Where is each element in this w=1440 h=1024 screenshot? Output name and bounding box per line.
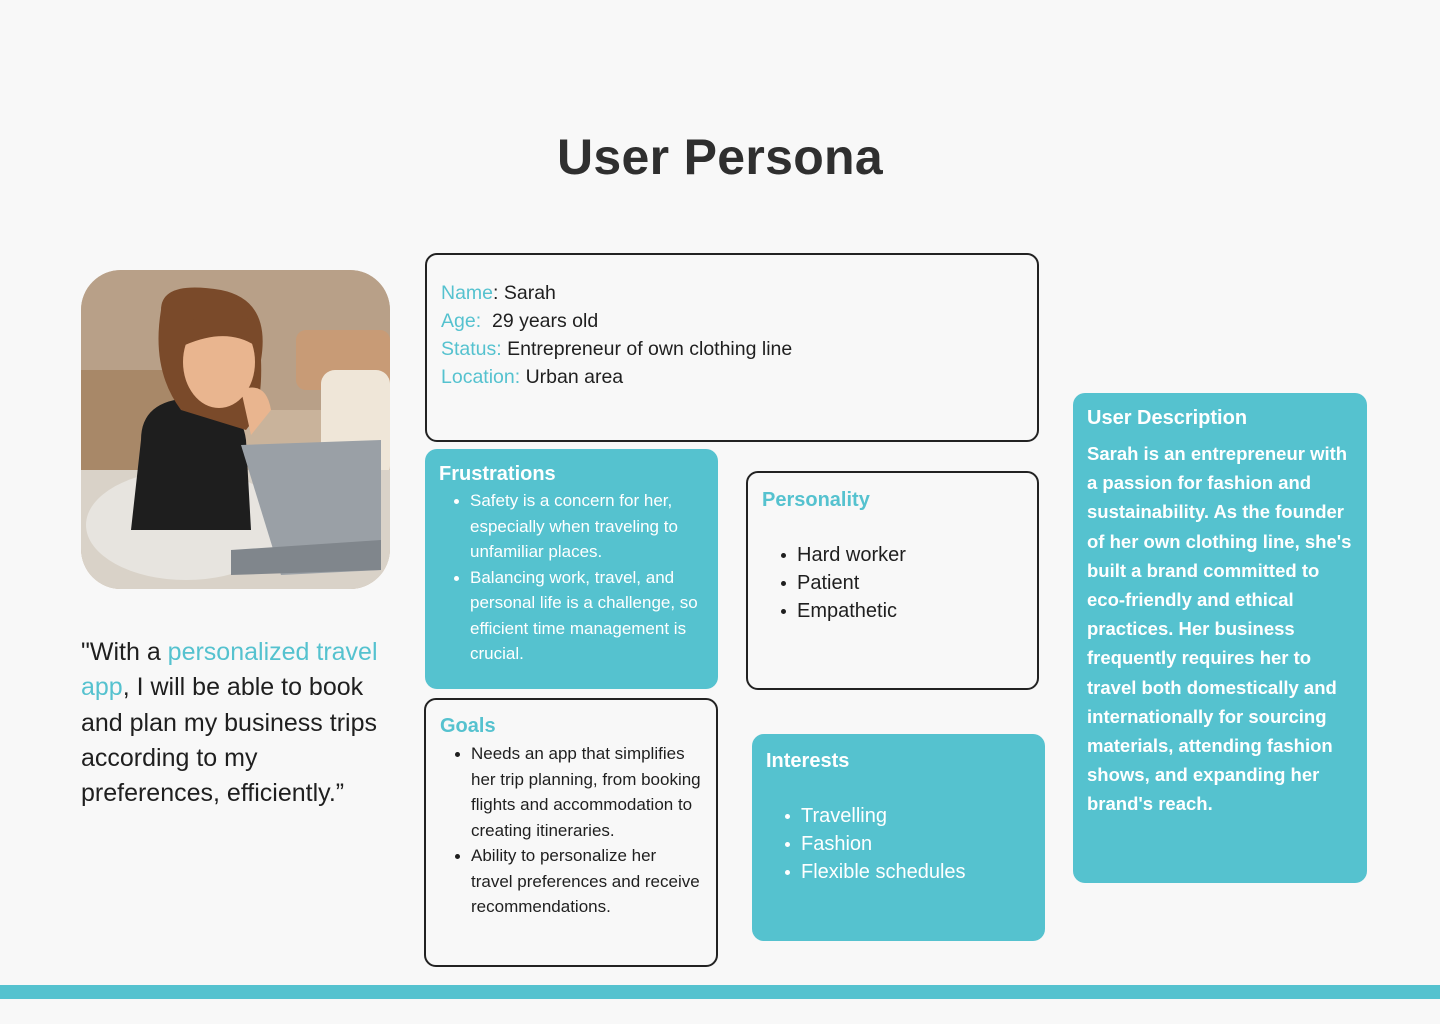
list-item: Empathetic [762,597,1023,625]
frustrations-card [425,449,718,689]
name-value: : Sarah [493,282,556,304]
goals-heading: Goals [440,715,496,737]
list-item: Travelling [766,802,1031,830]
frustrations-list [439,488,704,667]
interests-card [752,734,1045,941]
interests-list [766,802,1031,886]
list-item: Flexible schedules [766,858,1031,886]
goals-list [440,741,702,920]
list-item: Fashion [766,830,1031,858]
quote-prefix: "With a [81,638,168,666]
user-description-card [1073,393,1367,883]
list-item: Needs an app that simplifies her trip planning, from booking flights and accommodation to creating itineraries. [440,741,702,843]
quote-highlight: personalized travel app [81,638,378,702]
interests-heading: Interests [766,750,850,772]
persona-quote [81,635,391,811]
list-item: Ability to personalize her travel preferences and receive recommendations. [440,843,702,920]
list-item: Safety is a concern for her, especially when traveling to unfamiliar places. [439,488,704,565]
persona-photo-illustration [81,270,390,589]
list-item: Patient [762,569,1023,597]
personality-list [762,541,1023,625]
location-label: Location: [441,366,521,388]
status-value: Entrepreneur of own clothing line [507,338,793,360]
age-label: Age: [441,310,482,332]
list-item: Hard worker [762,541,1023,569]
quote-suffix: , I will be able to book and plan my business trips according to my preferences, efficiently.” [81,673,377,808]
description-text: Sarah is an entrepreneur with a passion for fashion and sustainability. As the founder of her own clothing line, she's built a brand committed to eco-friendly and ethical practices. Her business frequently requires her to travel both domestically and internationally for sourcing materials, attending fashion shows, and expanding her brand's reach. [1087,443,1352,815]
frustrations-heading: Frustrations [439,463,556,485]
bottom-accent-bar [0,985,1440,999]
info-card [425,253,1039,442]
personality-heading: Personality [762,489,870,511]
info-location [441,363,1023,391]
personality-card [746,471,1039,690]
goals-card [424,698,718,967]
info-status [441,335,1023,363]
age-value: 29 years old [491,310,599,332]
list-item: Balancing work, travel, and personal life is a challenge, so efficient time management is crucial. [439,565,704,667]
page-title: User Persona [557,129,883,185]
location-value: Urban area [525,366,624,388]
name-label: Name [441,282,494,304]
info-name [441,279,1023,307]
status-label: Status: [441,338,502,360]
description-heading: User Description [1087,407,1248,429]
info-age [441,307,1023,335]
persona-photo [81,270,390,589]
